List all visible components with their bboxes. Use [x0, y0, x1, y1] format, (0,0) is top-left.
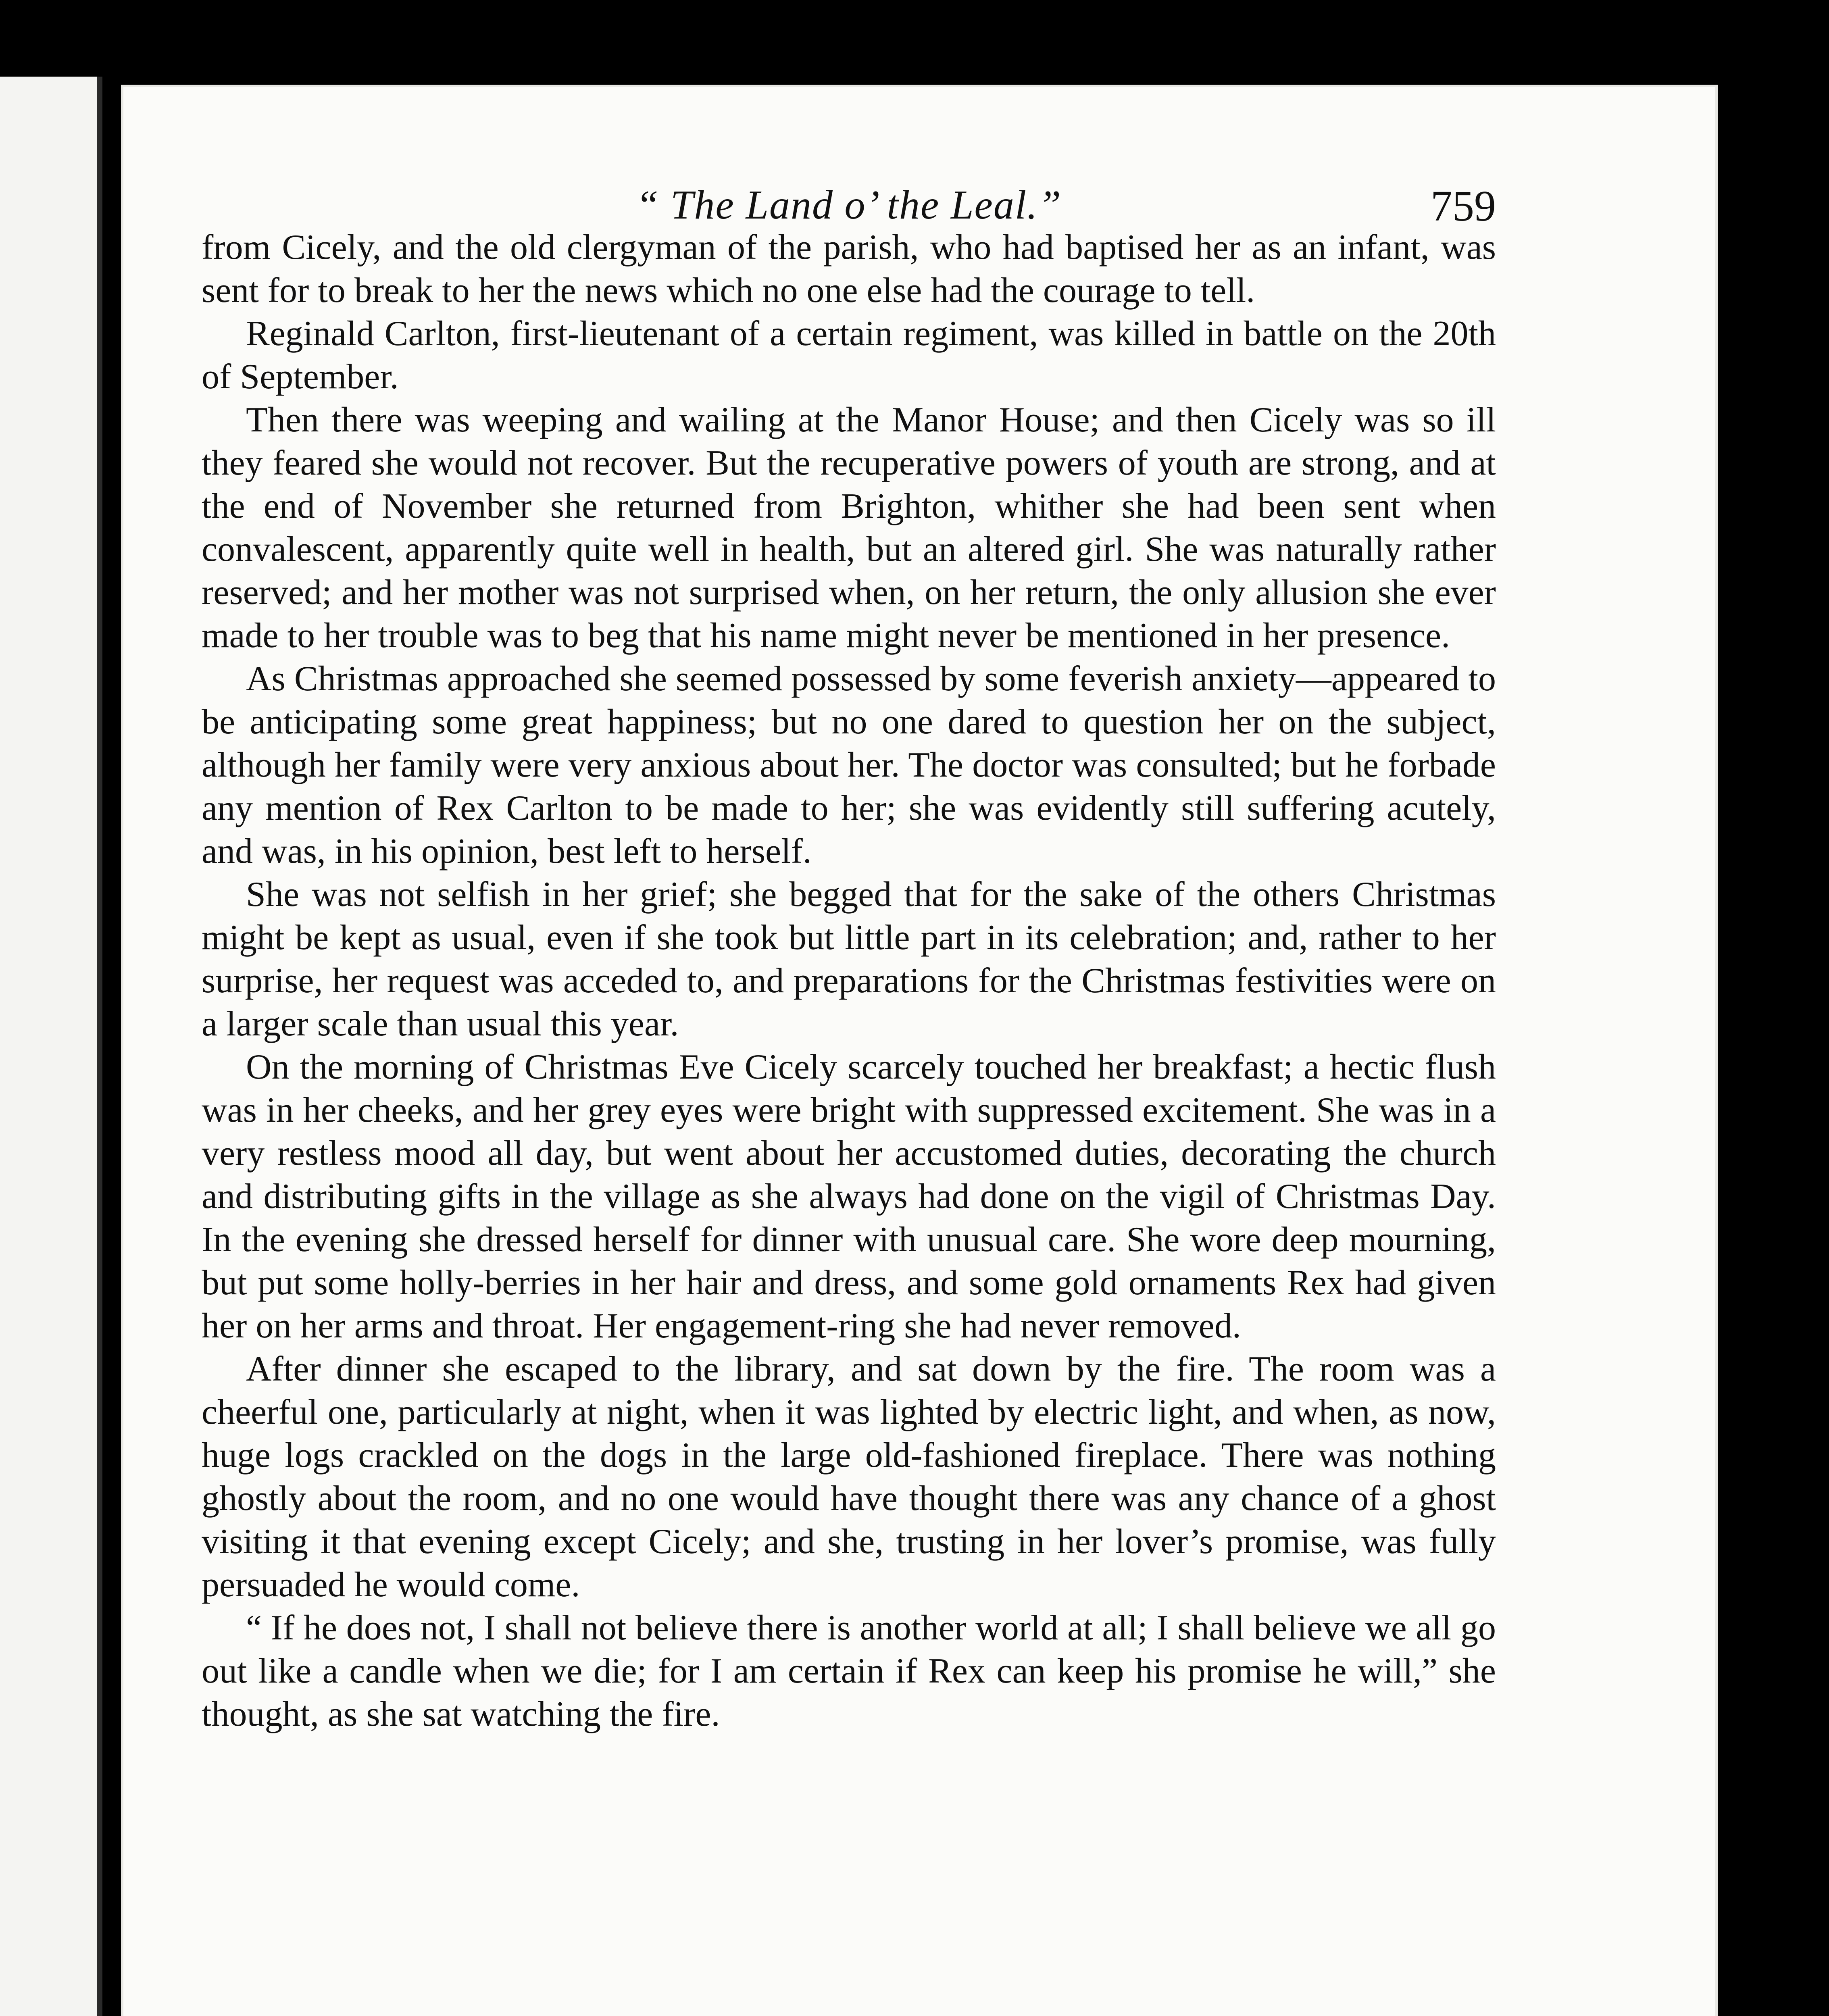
facing-page-edge: [0, 77, 102, 2016]
paragraph: Reginald Carlton, first-lieutenant of a certain regiment, was killed in battle on the 20th of September.: [202, 314, 1496, 396]
paragraph: Then there was weeping and wailing at the Manor House; and then Cicely was so ill they feared she would not recover. But the recuperative powers of youth are strong, and at the end of November she returned from Brighton, whither she had been sent when convalescent, apparently quite well in health, but an altered girl. She was naturally rather reserved; and her mother was not surprised when, on her return, the only allusion she ever made to her trouble was to beg that his name might never be mentioned in her presence.: [202, 400, 1496, 655]
paragraph: After dinner she escaped to the library, and sat down by the fire. The room was a cheerful one, particularly at night, when it was lighted by electric light, and when, as now, huge logs crackled on the dogs in the large old-fashioned fireplace. There was nothing ghostly about the room, and no one would have thought there was any chance of a ghost visiting it that evening except Cicely; and she, trusting in her lover’s promise, was fully persuaded he would come.: [202, 1350, 1496, 1604]
running-title: “ The Land o’ the Leal.”: [635, 182, 1062, 228]
paragraph: She was not selfish in her grief; she begged that for the sake of the others Christmas might be kept as usual, even if she took but little part in its celebration; and, rather to her surprise, her request was acceded to, and preparations for the Christmas festivities were on a larger scale than usual this year.: [202, 875, 1496, 1043]
paragraph: As Christmas approached she seemed possessed by some feverish anxiety—appeared to be anticipating some great happiness; but no one dared to question her on the subject, although her family were very anxious about her. The doctor was consulted; but he forbade any mention of Rex Carlton to be made to her; she was evidently still suffering acutely, and was, in his opinion, best left to herself.: [202, 659, 1496, 871]
paragraph: from Cicely, and the old clergyman of the parish, who had baptised her as an infant, was sent for to break to her the news which no one else had the courage to tell.: [202, 228, 1496, 310]
body-text: [202, 226, 1496, 1736]
page-number: 759: [1431, 182, 1496, 230]
paragraph: On the morning of Christmas Eve Cicely scarcely touched her breakfast; a hectic flush was in her cheeks, and her grey eyes were bright with suppressed excitement. She was in a very restless mood all day, but went about her accustomed duties, decorating the church and distributing gifts in the village as she always had done on the vigil of Christmas Day. In the evening she dressed herself for dinner with unusual care. She wore deep mourning, but put some holly-berries in her hair and dress, and some gold ornaments Rex had given her on her arms and throat. Her engagement-ring she had never removed.: [202, 1048, 1496, 1345]
paragraph: “ If he does not, I shall not believe there is another world at all; I shall believe we all go out like a candle when we die; for I am certain if Rex can keep his promise he will,” she thought, as she sat watching the fire.: [202, 1608, 1496, 1734]
